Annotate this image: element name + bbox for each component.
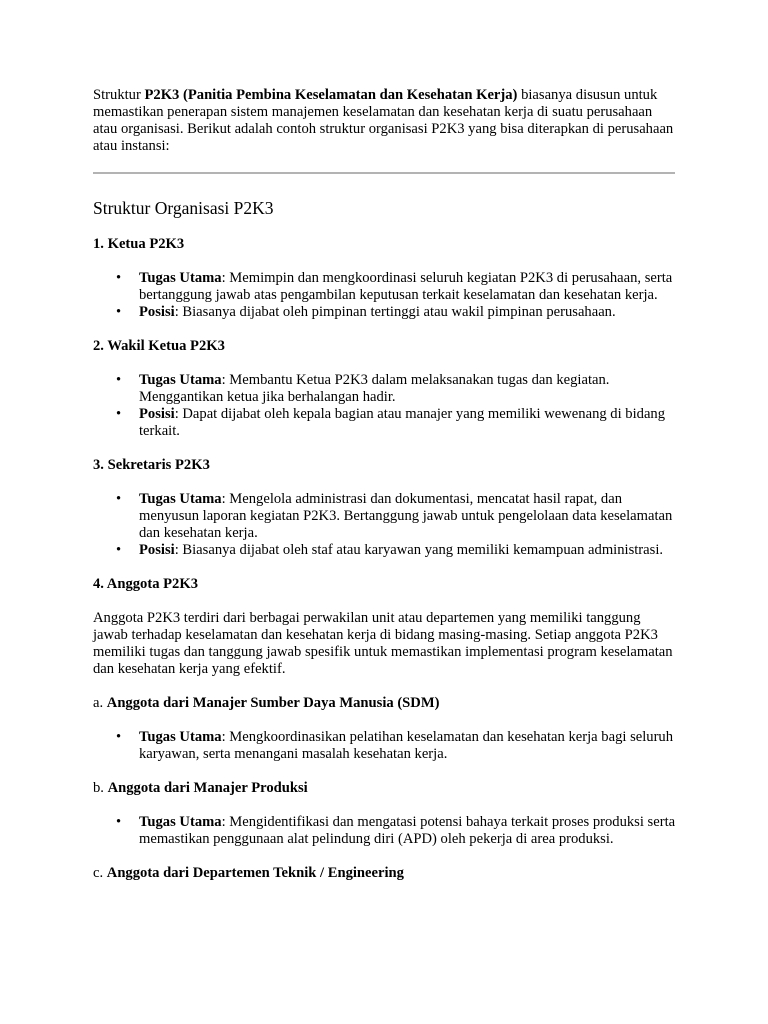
document-title: Struktur Organisasi P2K3 [93,198,274,218]
list-item [139,542,678,559]
list-item [139,304,678,321]
section-heading-ketua: 1. Ketua P2K3 [93,236,185,252]
intro-rest: biasanya disusun untuk memastikan penerapan sistem manajemen keselamatan dan kesehatan kerja di suatu perusahaan atau organisasi. Berikut adalah contoh struktur organisasi P2K3 yang bisa diterapkan di perusahaan atau instansi: [93,87,674,154]
list-item [139,406,678,440]
intro-bold: P2K3 (Panitia Pembina Keselamatan dan Kesehatan Kerja) [144,87,518,103]
member-prefix: a. [93,695,107,711]
member-produksi-list [93,814,678,848]
item-label: Tugas Utama [139,270,222,286]
item-label: Tugas Utama [139,814,222,830]
member-title: Anggota dari Manajer Sumber Daya Manusia (SDM) [106,695,440,711]
list-item [139,729,678,763]
member-heading-teknik [93,865,678,882]
intro-paragraph [93,87,678,155]
section-heading-anggota: 4. Anggota P2K3 [93,576,198,592]
item-label: Posisi [139,406,175,422]
ketua-list [93,270,678,321]
horizontal-rule [93,172,675,174]
item-text: : Dapat dijabat oleh kepala bagian atau manajer yang memiliki wewenang di bidang terkait. [139,406,666,439]
list-item [139,372,678,406]
wakil-ketua-list [93,372,678,440]
member-prefix: c. [93,865,107,881]
item-label: Posisi [139,304,175,320]
section-heading-wakil-ketua: 2. Wakil Ketua P2K3 [93,338,225,354]
list-item [139,270,678,304]
member-sdm-list [93,729,678,763]
member-heading-produksi [93,780,678,797]
anggota-paragraph: Anggota P2K3 terdiri dari berbagai perwakilan unit atau departemen yang memiliki tanggung jawab terhadap keselamatan dan kesehatan kerja di bidang masing-masing. Setiap anggota P2K3 memiliki tugas dan tanggung jawab spesifik untuk memastikan implementasi program keselamatan dan kesehatan kerja yang efektif. [93,610,673,677]
item-text: : Biasanya dijabat oleh pimpinan tertinggi atau wakil pimpinan perusahaan. [174,304,616,320]
list-item [139,491,678,542]
member-title: Anggota dari Departemen Teknik / Engineering [106,865,404,881]
item-text: : Mengidentifikasi dan mengatasi potensi bahaya terkait proses produksi serta memastikan penggunaan alat pelindung diri (APD) oleh pekerja di area produksi. [139,814,676,847]
item-text: : Mengelola administrasi dan dokumentasi, mencatat hasil rapat, dan menyusun laporan kegiatan P2K3. Bertanggung jawab untuk pengelolaan data keselamatan dan kesehatan kerja. [139,491,673,541]
list-item [139,814,678,848]
item-text: : Biasanya dijabat oleh staf atau karyawan yang memiliki kemampuan administrasi. [174,542,664,558]
document-page [93,87,678,882]
section-heading-sekretaris: 3. Sekretaris P2K3 [93,457,210,473]
item-label: Posisi [139,542,175,558]
member-heading-sdm [93,695,678,712]
intro-prefix: Struktur [93,87,145,103]
member-title: Anggota dari Manajer Produksi [107,780,308,796]
item-label: Tugas Utama [139,491,222,507]
item-text: : Membantu Ketua P2K3 dalam melaksanakan tugas dan kegiatan. Menggantikan ketua jika berhalangan hadir. [139,372,610,405]
item-label: Tugas Utama [139,729,222,745]
item-label: Tugas Utama [139,372,222,388]
item-text: : Mengkoordinasikan pelatihan keselamatan dan kesehatan kerja bagi seluruh karyawan, serta menangani masalah kesehatan kerja. [139,729,674,762]
member-prefix: b. [93,780,108,796]
item-text: : Memimpin dan mengkoordinasi seluruh kegiatan P2K3 di perusahaan, serta bertanggung jawab atas pengambilan keputusan terkait keselamatan dan kesehatan kerja. [139,270,673,303]
sekretaris-list [93,491,678,559]
